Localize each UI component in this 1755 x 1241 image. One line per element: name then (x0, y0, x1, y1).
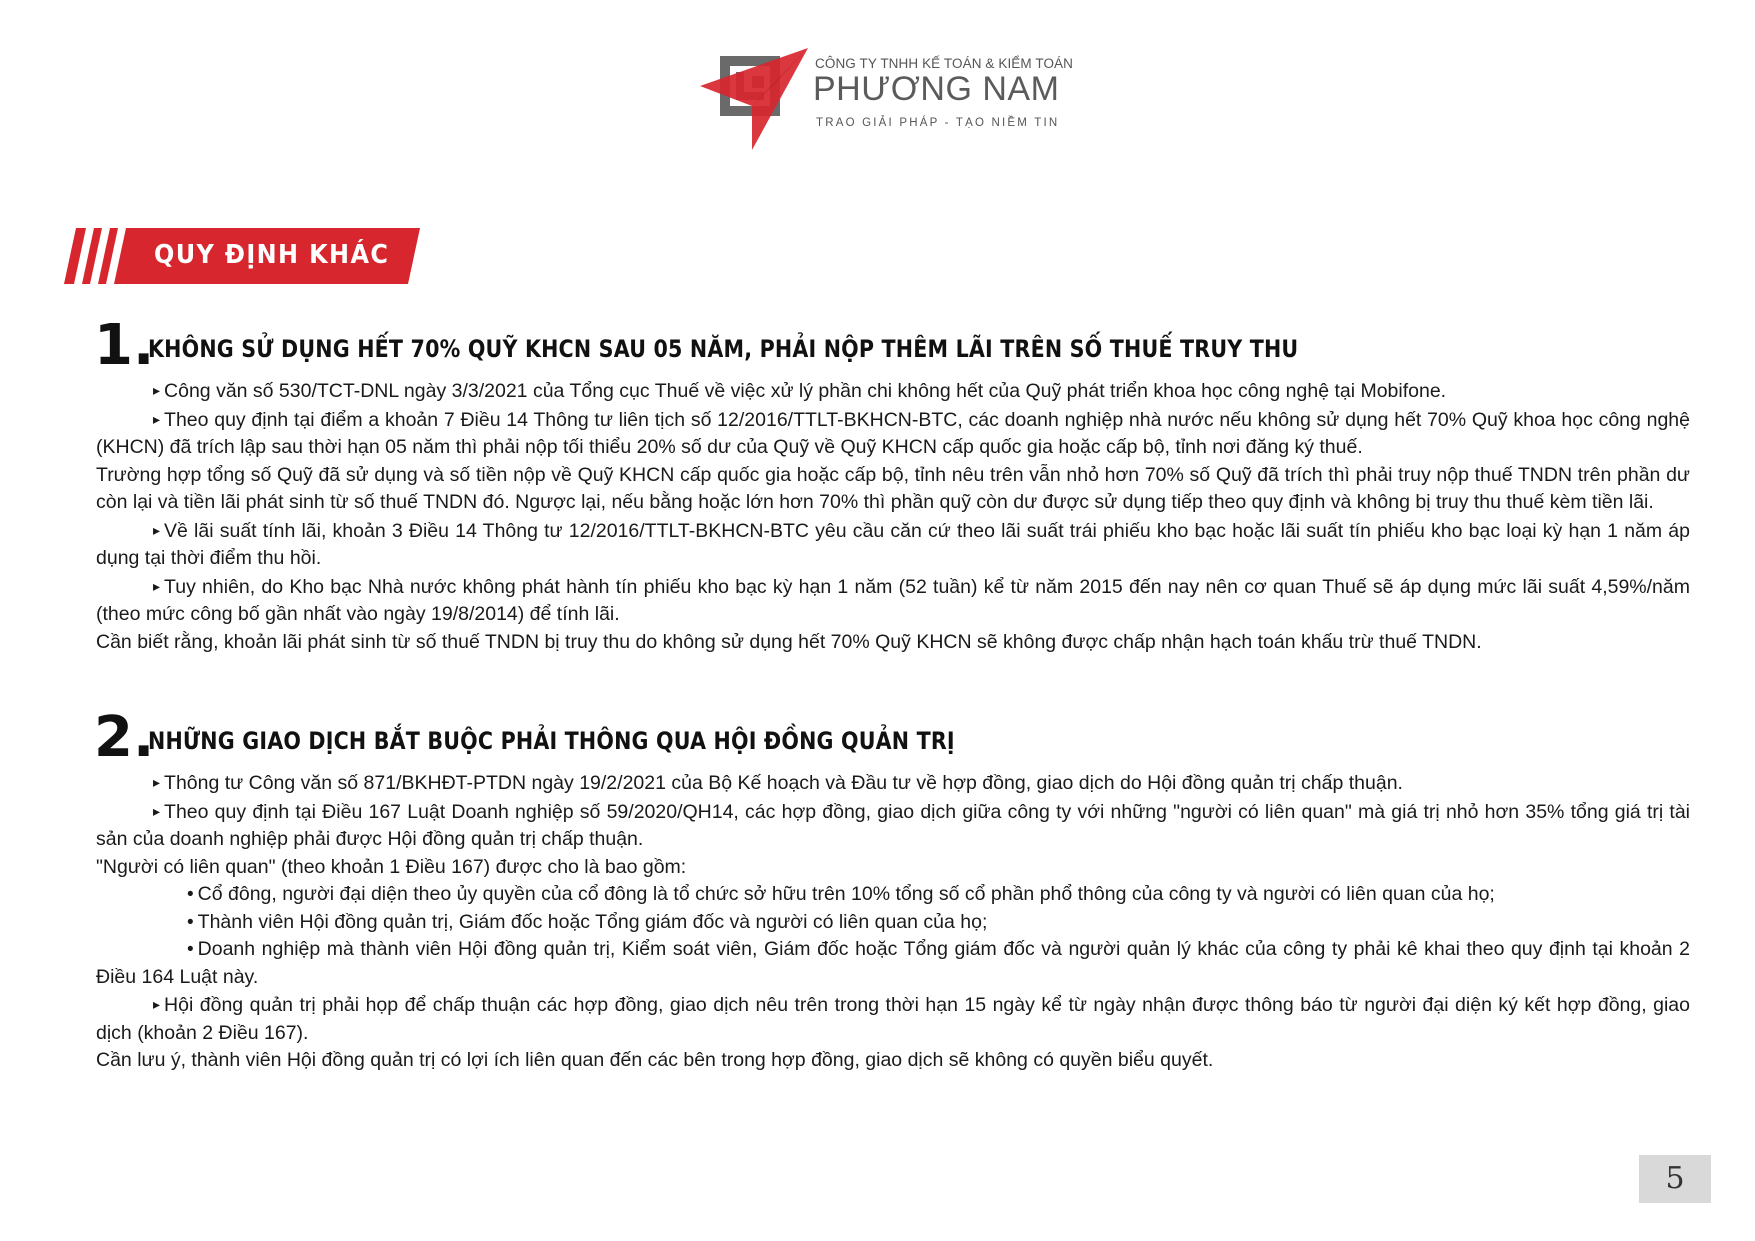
logo-mark-icon (700, 46, 812, 152)
list-item: • Cổ đông, người đại diện theo ủy quyền của cổ đông là tổ chức sở hữu trên 10% tổng số cổ phần phổ thông của công ty và người có liên quan của họ; (187, 883, 1495, 905)
section-banner (64, 228, 424, 284)
section-1-title: KHÔNG SỬ DỤNG HẾT 70% QUỸ KHCN SAU 05 NĂM, PHẢI NỘP THÊM LÃI TRÊN SỐ THUẾ TRUY THU (148, 335, 1299, 363)
section-2-number: 2. (94, 705, 155, 770)
paragraph: ▸ Hội đồng quản trị phải họp để chấp thuận các hợp đồng, giao dịch nêu trên trong thời hạn 15 ngày kể từ ngày nhận được thông báo từ người đại diện ký kết hợp đồng, giao dịch (khoản 2 Điều 167). (96, 994, 1690, 1044)
arrow-bullet-icon: ▸ (153, 774, 161, 790)
paragraph: Cần biết rằng, khoản lãi phát sinh từ số thuế TNDN bị truy thu do không sử dụng hết 70% Quỹ KHCN sẽ không được chấp nhận hạch toán khấu trừ thuế TNDN. (96, 630, 1482, 653)
section-2-title: NHỮNG GIAO DỊCH BẮT BUỘC PHẢI THÔNG QUA HỘI ĐỒNG QUẢN TRỊ (148, 727, 955, 755)
arrow-bullet-icon: ▸ (153, 521, 161, 538)
company-name: CÔNG TY TNHH KẾ TOÁN & KIỂM TOÁN (815, 56, 1074, 71)
paragraph: "Người có liên quan" (theo khoản 1 Điều 167) được cho là bao gồm: (96, 855, 687, 878)
bullet-icon: • (187, 939, 194, 960)
paragraph: ▸ Theo quy định tại Điều 167 Luật Doanh nghiệp số 59/2020/QH14, các hợp đồng, giao dịch giữa công ty với những "người có liên quan" mà giá trị nhỏ hơn 35% tổng giá trị tài sản của doanh nghiệp phải được Hội đồng quản trị chấp thuận. (96, 800, 1690, 850)
paragraph: ▸ Tuy nhiên, do Kho bạc Nhà nước không phát hành tín phiếu kho bạc kỳ hạn 1 năm (52 tuần) kể từ năm 2015 đến nay nên cơ quan Thuế sẽ áp dụng mức lãi suất 4,59%/năm (theo mức công bố gần nhất vào ngày 19/8/2014) để tính lãi. (96, 575, 1690, 625)
list-item: • Thành viên Hội đồng quản trị, Giám đốc hoặc Tổng giám đốc và người có liên quan của họ; (187, 910, 988, 933)
arrow-bullet-icon: ▸ (153, 382, 161, 398)
company-logo (700, 46, 1080, 156)
arrow-bullet-icon: ▸ (153, 996, 161, 1012)
arrow-bullet-icon: ▸ (153, 802, 161, 819)
section-2-body (96, 769, 1690, 1075)
banner-title: QUY ĐỊNH KHÁC (154, 240, 390, 270)
list-item: • Doanh nghiệp mà thành viên Hội đồng quản trị, Kiểm soát viên, Giám đốc hoặc Tổng giám đốc và người quản lý khác của công ty phải kê khai theo quy định tại khoản 2 Điều 164 Luật này. (96, 938, 1690, 988)
arrow-bullet-icon: ▸ (153, 577, 161, 594)
brand-name: PHƯƠNG NAM (813, 70, 1060, 108)
section-1-body (96, 377, 1690, 656)
paragraph: ▸ Theo quy định tại điểm a khoản 7 Điều 14 Thông tư liên tịch số 12/2016/TTLT-BKHCN-BTC, các doanh nghiệp nhà nước nếu không sử dụng hết 70% Quỹ khoa học công nghệ (KHCN) đã trích lập sau thời hạn 05 năm thì phải nộp tối thiểu 20% số dư của Quỹ về Quỹ KHCN cấp quốc gia hoặc cấp bộ, tỉnh nơi đăng ký thuế. (96, 408, 1690, 458)
page-number: 5 (1639, 1155, 1711, 1203)
paragraph: ▸ Công văn số 530/TCT-DNL ngày 3/3/2021 của Tổng cục Thuế về việc xử lý phần chi không hết của Quỹ phát triển khoa học công nghệ tại Mobifone. (153, 380, 1447, 402)
paragraph: Trường hợp tổng số Quỹ đã sử dụng và số tiền nộp về Quỹ KHCN cấp quốc gia hoặc cấp bộ, tỉnh nêu trên vẫn nhỏ hơn 70% số Quỹ đã trích thì phải truy nộp thuế TNDN trên phần dư còn lại và tiền lãi phát sinh từ số thuế TNDN đó. Ngược lại, nếu bằng hoặc lớn hơn 70% thì phần quỹ còn dư được sử dụng tiếp theo quy định và không bị truy thu thuế kèm tiền lãi. (96, 463, 1690, 513)
bullet-icon: • (187, 911, 194, 933)
paragraph: Cần lưu ý, thành viên Hội đồng quản trị có lợi ích liên quan đến các bên trong hợp đồng, giao dịch sẽ không có quyền biểu quyết. (96, 1049, 1214, 1071)
bullet-icon: • (187, 884, 194, 905)
section-1-number: 1. (94, 313, 155, 378)
paragraph: ▸ Về lãi suất tính lãi, khoản 3 Điều 14 Thông tư 12/2016/TTLT-BKHCN-BTC yêu cầu căn cứ theo lãi suất trái phiếu kho bạc hoặc lãi suất tín phiếu kho bạc loại kỳ hạn 1 năm áp dụng tại thời điểm thu hồi. (96, 519, 1690, 569)
arrow-bullet-icon: ▸ (153, 410, 161, 427)
brand-slogan: TRAO GIẢI PHÁP - TẠO NIỀM TIN (816, 117, 1060, 129)
paragraph: ▸ Thông tư Công văn số 871/BKHĐT-PTDN ngày 19/2/2021 của Bộ Kế hoạch và Đầu tư về hợp đồng, giao dịch do Hội đồng quản trị chấp thuận. (153, 772, 1403, 794)
